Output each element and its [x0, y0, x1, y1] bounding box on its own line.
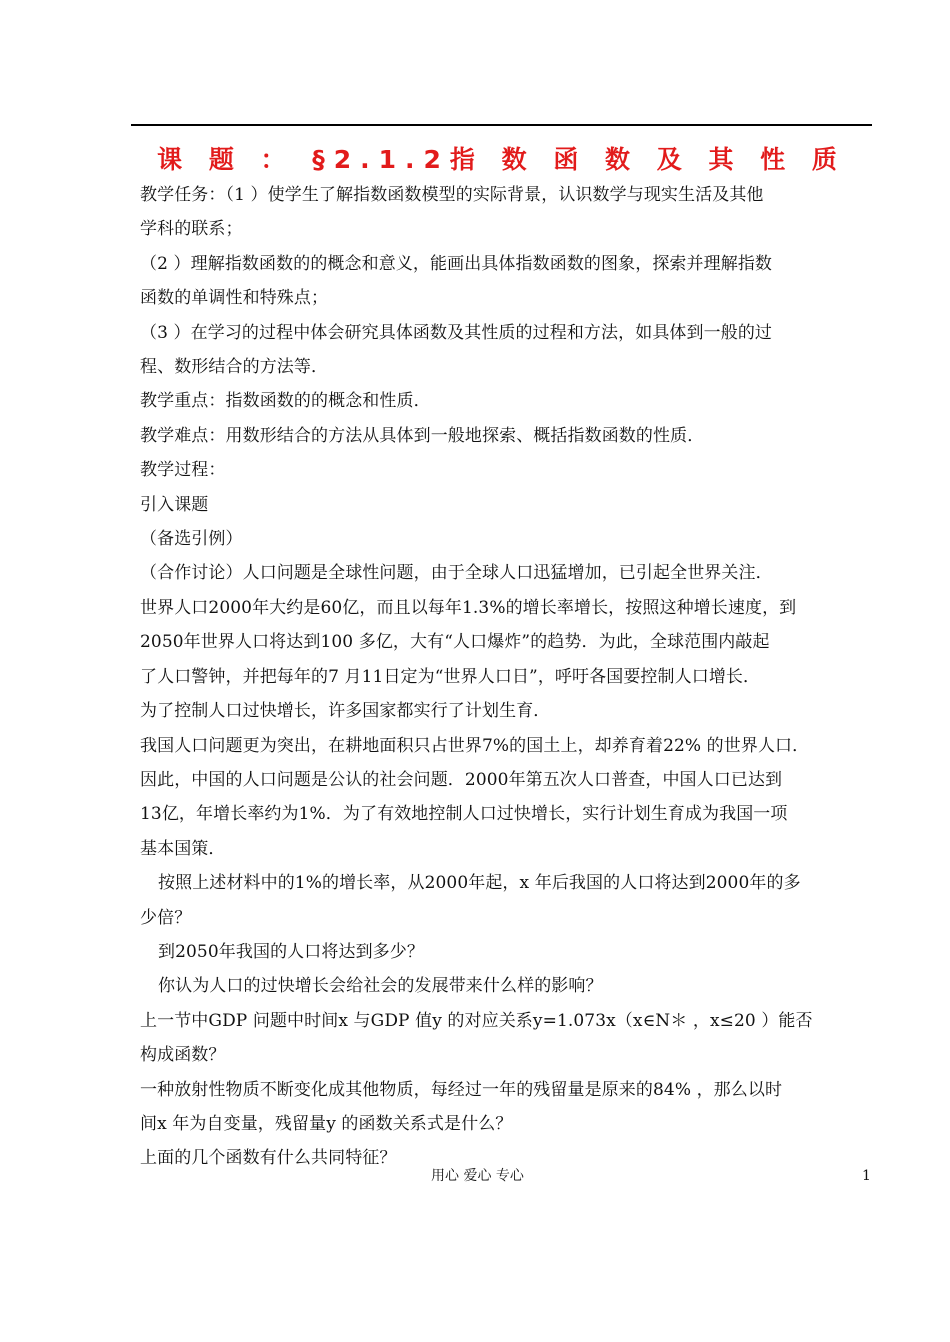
text-line: （合作讨论）人口问题是全球性问题，由于全球人口迅猛增加，已引起全世界关注． — [140, 563, 773, 584]
text-line: 到2050年我国的人口将达到多少？ — [158, 941, 424, 962]
text-line: 基本国策． — [140, 838, 226, 859]
text-line: 我国人口问题更为突出，在耕地面积只占世界7%的国土上，却养育着22% 的世界人口． — [140, 735, 810, 756]
text-line: （3 ）在学习的过程中体会研究具体函数及其性质的过程和方法，如具体到一般的过 — [140, 322, 773, 343]
page-number: 1 — [862, 1168, 871, 1184]
text-line: 按照上述材料中的1%的增长率，从2000年起，x 年后我国的人口将达到2000年的多 — [158, 873, 801, 894]
text-line: 2050年世界人口将达到100 多亿，大有“人口爆炸”的趋势．为此，全球范围内敲起 — [140, 632, 770, 653]
text-line: 函数的单调性和特殊点； — [140, 288, 329, 309]
header-rule — [131, 124, 872, 126]
text-line: 引入课题 — [140, 494, 209, 515]
text-line: 教学重点：指数函数的的概念和性质． — [140, 391, 431, 412]
text-line: 上一节中GDP 问题中时间x 与GDP 值y 的对应关系y=1.073x（x∈N＊ ，x≤20 ）能否 — [140, 1010, 813, 1031]
text-line: 教学任务：（1 ）使学生了解指数函数模型的实际背景，认识数学与现实生活及其他 — [140, 185, 764, 205]
text-line: （备选引例） — [140, 529, 243, 550]
text-line: 因此，中国的人口问题是公认的社会问题．2000年第五次人口普查，中国人口已达到 — [140, 769, 783, 790]
text-line: 上面的几个函数有什么共同特征？ — [140, 1148, 397, 1169]
lesson-title: 课 题 ： §2.1.2指 数 函 数 及 其 性 质 — [157, 145, 846, 174]
text-line: 构成函数？ — [140, 1045, 226, 1066]
text-line: 13亿，年增长率约为1%．为了有效地控制人口过快增长，实行计划生育成为我国一项 — [140, 804, 788, 825]
document-body — [140, 178, 870, 1176]
text-line: 为了控制人口过快增长，许多国家都实行了计划生育． — [140, 701, 551, 722]
text-line: 一种放射性物质不断变化成其他物质，每经过一年的残留量是原来的84% ，那么以时 — [140, 1079, 783, 1100]
text-line: 了人口警钟，并把每年的7 月11日定为“世界人口日”，呼吁各国要控制人口增长． — [140, 666, 761, 687]
text-line: 世界人口2000年大约是60亿，而且以每年1.3%的增长率增长，按照这种增长速度，到 — [140, 597, 797, 618]
text-line: 学科的联系； — [140, 219, 243, 240]
footer-slogan: 用心 爱心 专心 — [431, 1168, 524, 1184]
text-line: 程、数形结合的方法等． — [140, 357, 329, 378]
text-line: 间x 年为自变量，残留量y 的函数关系式是什么？ — [140, 1113, 513, 1134]
text-line: （2 ）理解指数函数的的概念和意义，能画出具体指数函数的图象，探索并理解指数 — [140, 253, 773, 274]
text-line: 教学难点：用数形结合的方法从具体到一般地探索、概括指数函数的性质． — [140, 425, 705, 446]
text-line: 教学过程： — [140, 460, 226, 481]
text-line: 少倍？ — [140, 907, 192, 928]
text-line: 你认为人口的过快增长会给社会的发展带来什么样的影响？ — [158, 976, 603, 997]
